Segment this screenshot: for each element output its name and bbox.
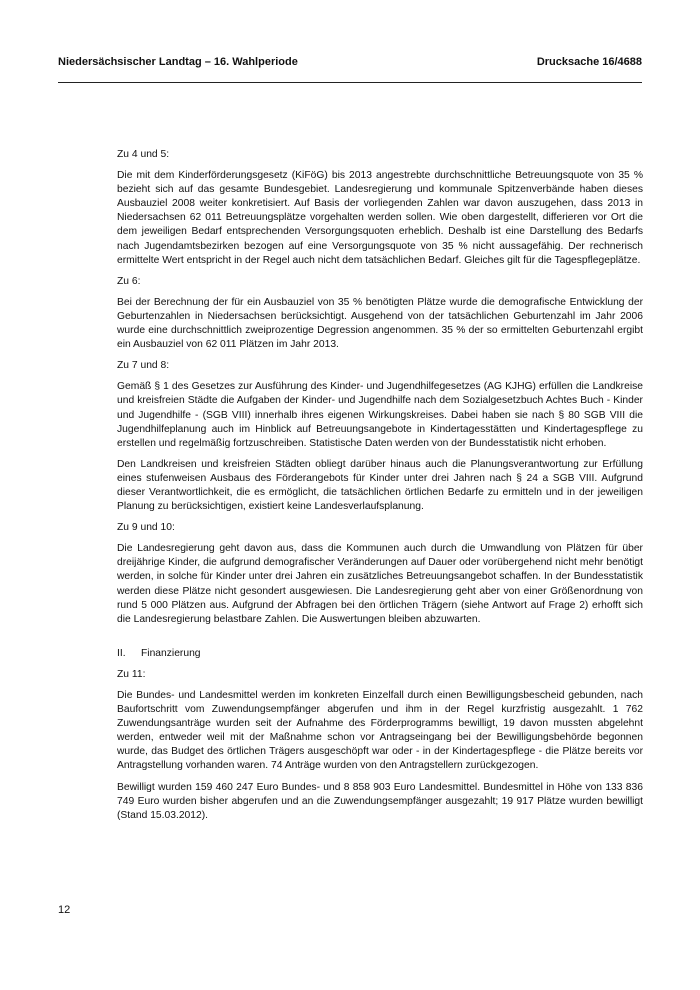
section-title: Finanzierung: [141, 647, 201, 659]
answer-paragraph: Die mit dem Kinderförderungsgesetz (KiFöG) bis 2013 angestrebte durchschnittliche Betreuungsquote von 35 % bezieht sich auf das gesamte Bundesgebiet. Landesregierung und kommunale Spitzenverbände haben dieses Ausbauziel 2008 weiter konkretisiert. Auf Basis der vorliegenden Zahlen war davon auszugehen, dass 2013 in Niedersachsen 62 011 Betreuungsplätze vorgehalten werden sollen. Wie oben dargestellt, differieren vor Ort die dem jeweiligen Bedarf entsprechenden Versorgungsquoten erheblich. Deshalb ist eine Darstellung des Bedarfs nach Jugendamtsbezirken bezogen auf eine Versorgungsquote von 35 % nicht aussagefähig. Der rechnerisch ermittelte Wert entspricht in der Regel auch nicht dem tatsächlichen Bedarf. Gleiches gilt für die Tagespflegeplätze.: [117, 170, 643, 266]
answer-label-11: Zu 11:: [117, 668, 146, 680]
page-header: [58, 55, 642, 69]
answer-label-9-10: Zu 9 und 10:: [117, 522, 175, 534]
section-number: II.: [117, 647, 126, 659]
answer-paragraph: Die Bundes- und Landesmittel werden im konkreten Einzelfall durch einen Bewilligungsbescheid gebunden, nach Baufortschritt vom Zuwendungsempfänger abgerufen und ihm in der Regel kurzfristig ausgezahlt. 1 762 Zuwendungsanträge wurden seit der Aufnahme des Förderprogramms bewilligt, 19 davon mussten abgelehnt werden, entweder weil mit der Maßnahme schon vor Antragseingang bei der Bewilligungsbehörde begonnen wurde, das Budget des örtlichen Trägers ausgeschöpft war oder - in der Kindertagespflege - die Plätze bereits vor Antragstellung vorhanden waren. 74 Anträge wurden von den Antragstellern zurückgezogen.: [117, 690, 643, 772]
page-number: 12: [58, 904, 71, 916]
answer-paragraph: Bei der Berechnung der für ein Ausbauziel von 35 % benötigten Plätze wurde die demografische Entwicklung der Geburtenzahlen in Niedersachsen berücksichtigt. Ausgehend von der tatsächlichen Geburtenzahl im Jahr 2006 wurde eine durchschnittlich zweiprozentige Degression angenommen. 35 % der so ermittelten Geburtenzahl ergibt ein Ausbauziel von 62 011 Plätzen im Jahr 2013.: [117, 296, 643, 351]
answer-paragraph: Gemäß § 1 des Gesetzes zur Ausführung des Kinder- und Jugendhilfegesetzes (AG KJHG) erfüllen die Landkreise und kreisfreien Städte die Aufgaben der Kinder- und Jugendhilfe nach dem Sozialgesetzbuch Achtes Buch - Kinder und Jugendhilfe - (SGB VIII) innerhalb ihres eigenen Wirkungskreises. Dabei haben sie nach § 80 SGB VIII die Jugendhilfeplanung auch im Hinblick auf Betreuungsangebote in Kindertagesstätten und Kindertagespflege zu erstellen und regelmäßig fortzuschreiben. Statistische Daten werden von der Bundesstatistik nicht erhoben.: [117, 381, 643, 449]
answer-label-6: Zu 6:: [117, 275, 141, 287]
header-document-number: Drucksache 16/4688: [536, 56, 642, 68]
document-body: [117, 148, 643, 830]
answer-paragraph: Bewilligt wurden 159 460 247 Euro Bundes- und 8 858 903 Euro Landesmittel. Bundesmittel in Höhe von 133 836 749 Euro wurden bisher abgerufen und an die Zuwendungsempfänger ausgezahlt; 19 917 Plätze wurden bewilligt (Stand 15.03.2012).: [117, 781, 643, 821]
section-heading: [117, 647, 643, 661]
answer-paragraph: Die Landesregierung geht davon aus, dass die Kommunen auch durch die Umwandlung von Plätzen für über dreijährige Kinder, die aufgrund demografischer Veränderungen auf Dauer oder vorübergehend nicht mehr benötigt werden, in solche für Kinder unter drei Jahren ein zusätzliches Betreuungsangebot schaffen. In der Bundesstatistik werden diese Plätze nicht gesondert ausgewiesen. Die Landesregierung geht aber von einer Größenordnung von rund 5 000 Plätzen aus. Aufgrund der Abfragen bei den örtlichen Trägern (siehe Antwort auf Frage 2) erhofft sich die Landesregierung belastbare Zahlen. Die Auswertungen bleiben abzuwarten.: [117, 543, 643, 625]
header-title: Niedersächsischer Landtag – 16. Wahlperiode: [58, 56, 298, 68]
answer-label-7-8: Zu 7 und 8:: [117, 360, 170, 372]
answer-paragraph: Den Landkreisen und kreisfreien Städten obliegt darüber hinaus auch die Planungsverantwortung zur Erfüllung eines stufenweisen Ausbaus des Förderangebots für Kinder unter drei Jahren nach § 24 a SGB VIII. Aufgrund dieser Verantwortlichkeit, die es ermöglicht, die tatsächlichen örtlichen Bedarfe zu ermitteln und in der jeweiligen Planung zu berücksichtigen, existiert keine Landesverlaufsplanung.: [117, 458, 643, 513]
answer-label-4-5: Zu 4 und 5:: [117, 149, 170, 160]
header-divider: [58, 82, 642, 83]
